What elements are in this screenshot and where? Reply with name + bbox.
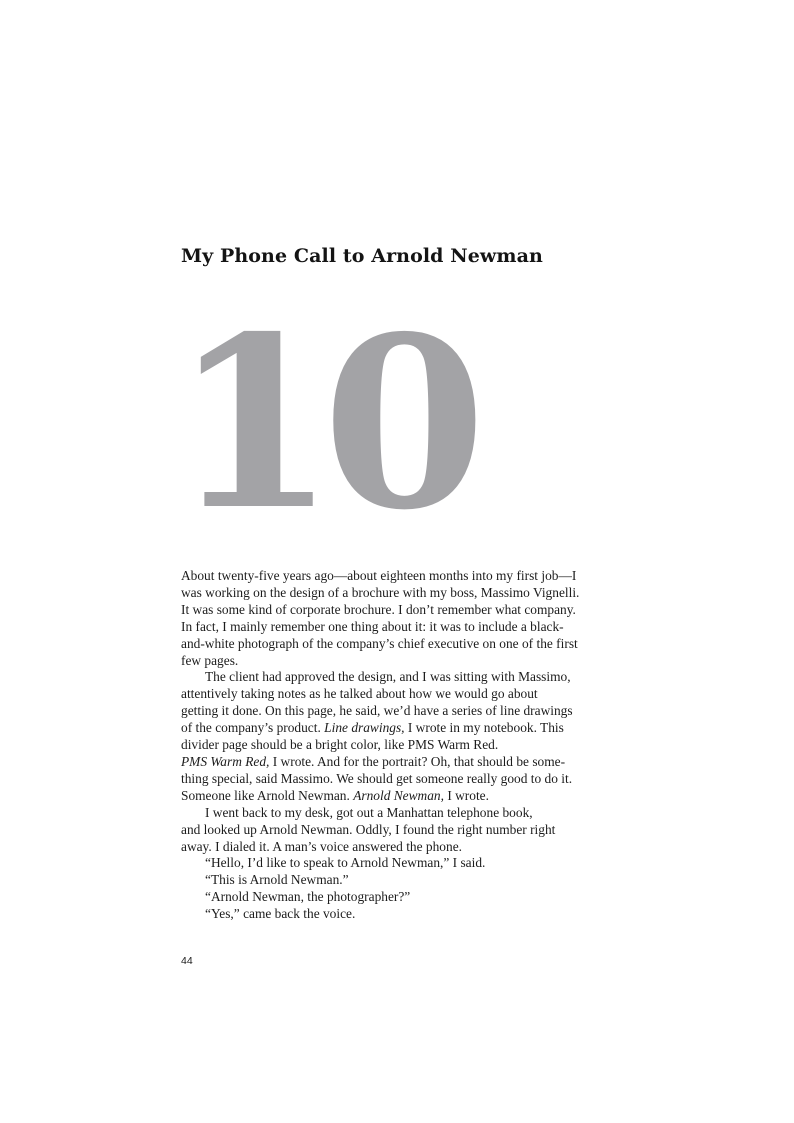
italic-text: Line drawings, [324, 720, 405, 736]
text-line [181, 754, 601, 771]
paragraph-1 [181, 568, 601, 669]
text-line: attentively taking notes as he talked about how we would go about [181, 686, 538, 702]
dialogue-line: “Yes,” came back the voice. [205, 906, 356, 922]
chapter-number: 10 [172, 284, 473, 562]
text-run: I wrote in my notebook. This [404, 720, 564, 736]
text-line: away. I dialed it. A man’s voice answered the phone. [181, 838, 462, 854]
text-run: I wrote. [443, 787, 489, 803]
text-line: It was some kind of corporate brochure. I don’t remember what company. [181, 601, 576, 617]
text-run: I wrote. And for the portrait? Oh, that should be some- [269, 753, 566, 769]
text-line: few pages. [181, 652, 239, 668]
text-line: About twenty-five years ago—about eighteen months into my first job—I [181, 568, 577, 583]
dialogue-line: “Hello, I’d like to speak to Arnold Newman,” I said. [205, 855, 486, 871]
body-text [181, 568, 601, 923]
dialogue-line: “This is Arnold Newman.” [205, 872, 349, 888]
text-run: of the company’s product. [181, 720, 325, 736]
text-line: was working on the design of a brochure with my boss, Massimo Vignelli. [181, 584, 580, 600]
paragraph-2 [181, 669, 601, 804]
italic-text: PMS Warm Red, [181, 753, 270, 769]
text-line: and looked up Arnold Newman. Oddly, I found the right number right [181, 821, 556, 837]
text-line [181, 720, 601, 737]
paragraph-3 [181, 805, 601, 856]
text-line: divider page should be a bright color, like PMS Warm Red. [181, 737, 499, 753]
dialogue [181, 855, 601, 923]
text-line: In fact, I mainly remember one thing about it: it was to include a black- [181, 618, 564, 634]
page-number: 44 [181, 955, 193, 967]
text-line: and-white photograph of the company’s chief executive on one of the first [181, 635, 578, 651]
chapter-title: My Phone Call to Arnold Newman [181, 245, 543, 267]
text-line: getting it done. On this page, he said, we’d have a series of line drawings [181, 703, 573, 719]
text-run: Someone like Arnold Newman. [181, 787, 354, 803]
dialogue-line: “Arnold Newman, the photographer?” [205, 889, 411, 905]
text-line: I went back to my desk, got out a Manhattan telephone book, [205, 804, 533, 820]
italic-text: Arnold Newman, [353, 787, 444, 803]
text-line: The client had approved the design, and I was sitting with Massimo, [205, 669, 571, 685]
text-line: thing special, said Massimo. We should get someone really good to do it. [181, 770, 573, 786]
text-line [181, 788, 601, 805]
